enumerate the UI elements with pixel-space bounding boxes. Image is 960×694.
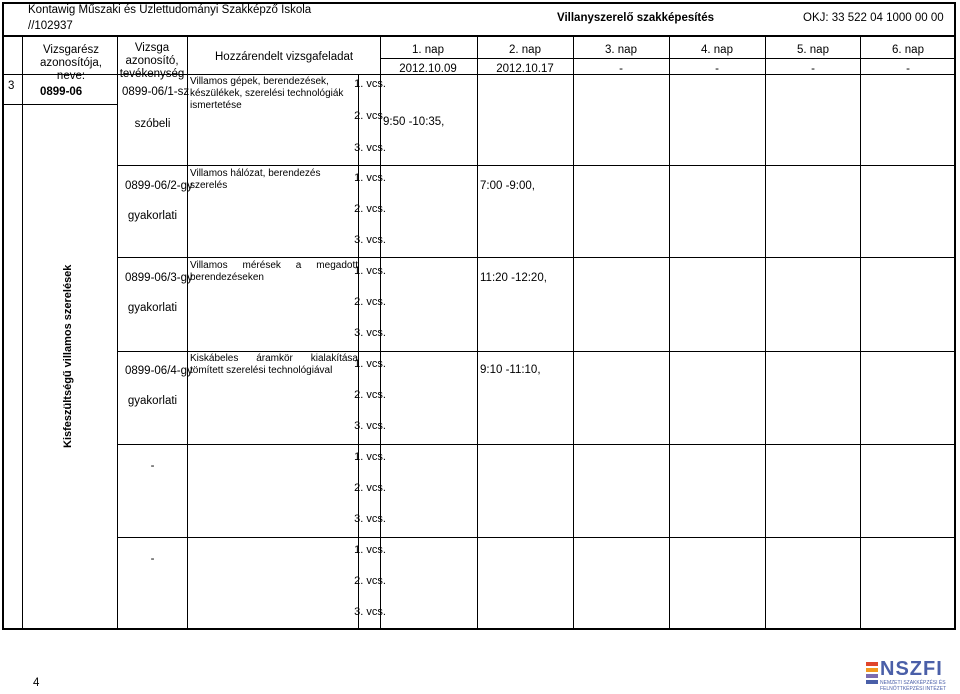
grid-line [22,35,23,630]
day-header: 3. nap [605,44,637,56]
module-id: 0899-06 [40,86,83,98]
grid-line [669,35,670,630]
time-slot: 9:50 -10:35, [383,116,445,128]
day-date: - [715,63,719,75]
vcs-label: 1. vcs. [354,78,386,90]
nszfi-logo [866,660,956,692]
day-header: 6. nap [892,44,924,56]
header-divider [2,35,956,37]
exam-code: 0899-06/2-gy [125,180,193,192]
day-date: - [619,63,623,75]
exam-type: gyakorlati [127,210,178,222]
column-header-feladat: Hozzárendelt vizsgafeladat [215,51,354,63]
exam-code: 0899-06/4-gy [125,365,193,377]
exam-code: - [150,460,155,472]
exam-code: - [150,553,155,565]
logo-stripe [866,662,878,666]
school-name: Kontawig Műszaki és Üzlettudományi Szakképző Iskola [28,4,312,16]
grid-line [860,35,861,630]
logo-stripe [866,680,878,684]
day-header: 4. nap [701,44,733,56]
vcs-label: 3. vcs. [354,142,386,154]
grid-line [2,74,956,75]
vcs-label: 3. vcs. [354,234,386,246]
vcs-label: 2. vcs. [354,110,386,122]
vcs-label: 3. vcs. [354,606,386,618]
vcs-label: 2. vcs. [354,203,386,215]
vcs-label: 2. vcs. [354,296,386,308]
vcs-label: 2. vcs. [354,389,386,401]
vcs-label: 2. vcs. [354,575,386,587]
logo-subtitle: NEMZETI SZAKKÉPZÉSI ÉS [880,680,946,686]
page-number: 4 [33,677,40,689]
logo-stripe [866,668,878,672]
vcs-label: 1. vcs. [354,544,386,556]
exam-type: szóbeli [134,118,171,130]
exam-task: Kiskábeles áramkör kialakítása tömített szerelési technológiával [190,353,358,376]
grid-line [2,104,117,105]
vcs-label: 2. vcs. [354,482,386,494]
vcs-label: 3. vcs. [354,420,386,432]
school-code: //102937 [28,20,73,32]
logo-name: NSZFI [880,658,943,680]
day-header: 5. nap [797,44,829,56]
module-name: Kisfeszültségű villamos szerelések [62,264,74,448]
grid-line [187,35,188,630]
grid-line [117,444,956,445]
day-date: - [906,63,910,75]
logo-subtitle: FELNŐTTKÉPZÉSI INTÉZET [880,686,947,692]
day-date: - [811,63,815,75]
vcs-label: 3. vcs. [354,327,386,339]
grid-line [117,257,956,258]
logo-stripe [866,674,878,678]
day-header: 2. nap [509,44,541,56]
day-date: 2012.10.17 [496,63,554,75]
grid-line [573,35,574,630]
grid-line [117,165,956,166]
time-slot: 11:20 -12:20, [480,272,547,284]
vcs-label: 1. vcs. [354,265,386,277]
qualification-title: Villanyszerelő szakképesítés [557,12,715,24]
exam-type: gyakorlati [127,302,178,314]
exam-task: Villamos hálózat, berendezés szerelés [190,168,321,191]
column-header-vizsgaresz: Vizsgarész azonosítója, neve: [39,44,102,82]
grid-line [380,58,956,59]
grid-line [765,35,766,630]
vcs-label: 1. vcs. [354,172,386,184]
time-slot: 7:00 -9:00, [480,180,535,192]
okj-code: OKJ: 33 522 04 1000 00 00 [803,12,944,24]
time-slot: 9:10 -11:10, [480,364,541,376]
exam-type: gyakorlati [127,395,178,407]
exam-task: Villamos mérések a megadott berendezéseken [190,260,358,283]
vcs-label: 1. vcs. [354,358,386,370]
column-header-vizsga: Vizsga azonosító, tevékenység [119,42,185,80]
grid-line [117,351,956,352]
row-number: 3 [8,80,15,92]
exam-code: 0899-06/3-gy [125,272,193,284]
exam-code: 0899-06/1-sz [122,86,190,98]
grid-line [117,537,956,538]
vcs-label: 3. vcs. [354,513,386,525]
exam-task: Villamos gépek, berendezések, készülékek, szerelési technológiák ismertetése [190,76,344,111]
vcs-label: 1. vcs. [354,451,386,463]
day-date: 2012.10.09 [399,63,457,75]
day-header: 1. nap [412,44,444,56]
grid-line [477,35,478,630]
